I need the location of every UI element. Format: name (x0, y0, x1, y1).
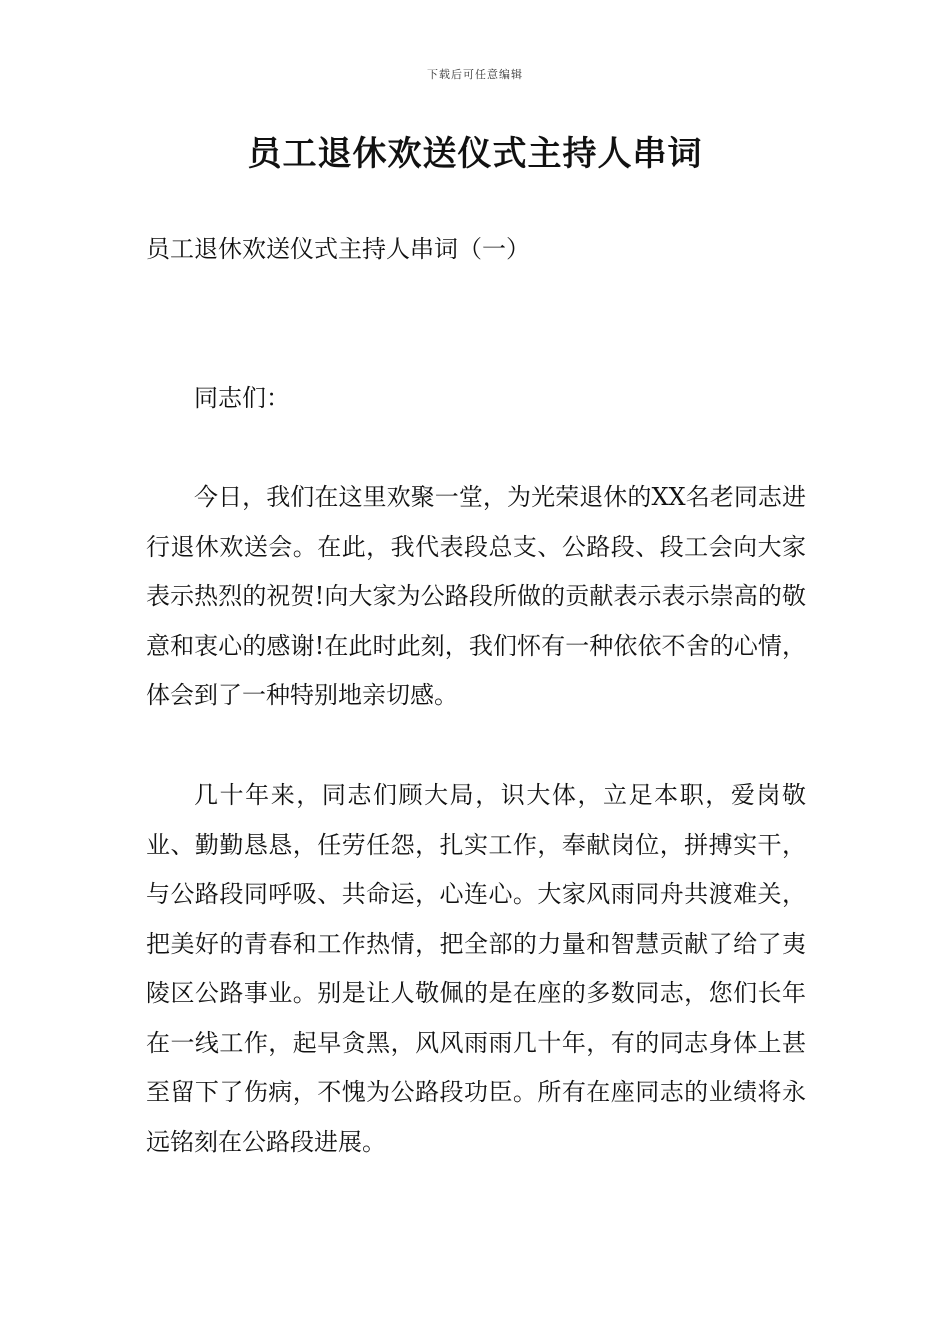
greeting-text: 同志们： (194, 384, 290, 412)
section-subtitle: 员工退休欢送仪式主持人串词（一） (146, 235, 530, 263)
document-title: 员工退休欢送仪式主持人串词 (247, 134, 703, 174)
page-header-note: 下载后可任意编辑 (427, 68, 523, 81)
paragraph-2: 几十年来，同志们顾大局，识大体，立足本职，爱岗敬业、勤勤恳恳，任劳任怨，扎实工作，奉献岗位，拼搏实干，与公路段同呼吸、共命运，心连心。大家风雨同舟共渡难关，把美好的青春和工作热情，把全部的力量和智慧贡献了给了夷陵区公路事业。别是让人敬佩的是在座的多数同志，您们长年在一线工作，起早贪黑，风风雨雨几十年，有的同志身体上甚至留下了伤病，不愧为公路段功臣。所有在座同志的业绩将永远铭刻在公路段进展。 (146, 781, 806, 1156)
paragraph-1: 今日，我们在这里欢聚一堂，为光荣退休的XX名老同志进行退休欢送会。在此，我代表段总支、公路段、段工会向大家表示热烈的祝贺!向大家为公路段所做的贡献表示表示崇高的敬意和衷心的感谢!在此时此刻，我们怀有一种依依不舍的心情，体会到了一种特别地亲切感。 (146, 483, 806, 709)
